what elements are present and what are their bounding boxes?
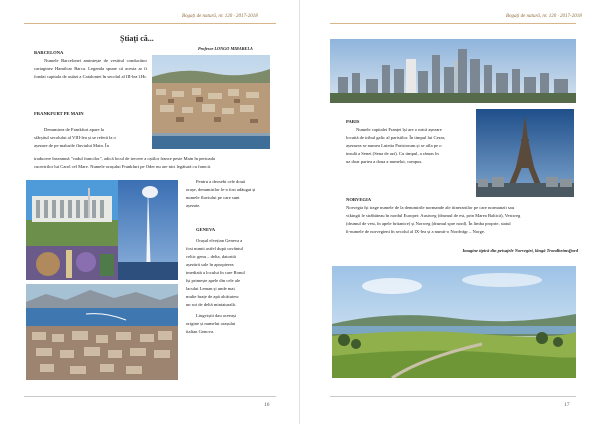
norvegia-heading: NORVEGIA [346, 197, 372, 202]
barcelona-photo [152, 55, 270, 149]
norvegia-line-3: (drumul de vest, în apele britanice) și Norweg (drumul spre nord). În limba proprie, statul [346, 221, 511, 227]
article-author: Profesor LONGO MIRABELA [198, 46, 253, 51]
frankfurt-line-6: Pentru a deosebi cele două [196, 179, 245, 184]
frankfurt-skyline-photo [330, 39, 576, 103]
paris-line-5: uz doar partea a doua a numelui, compus. [346, 159, 423, 165]
norvegia-line-2: vikingii le străbăteau în nordul Europei: Austweg (drumul de est, prin Marea Baltică), Vestweg [346, 213, 521, 219]
paris-section [346, 118, 468, 166]
norvegia-line-4: îi-numele de norvegieni în secolul al IX-lea și a numit-o Nordvăgr – Norge. [346, 229, 486, 235]
geneva-line-12: italian Genova. [186, 329, 215, 335]
paris-line-2: locuită de tribul galic al parisiilor. În timpul lui Cezar, [346, 135, 446, 141]
frankfurt-line-3: așezare de pe malurile fluviului Main. În [34, 143, 109, 148]
paris-heading: PARIS [346, 119, 360, 124]
geneva-line-4: așezării sale în apropierea [186, 262, 234, 268]
paris-line-1: Numele capitalei Franței își are o mică așezare [356, 127, 442, 133]
geneva-line-6: își primește apele din cele ale [186, 278, 241, 284]
geneva-line-10: Lingviștii dau aceeași [196, 313, 237, 319]
geneva-heading: GENEVA [196, 227, 216, 232]
norway-landscape-photo [332, 266, 576, 378]
norvegia-line-1: Norvegia își trage numele de la denumirile normande ale itinerariilor pe care normanzii sau [346, 205, 514, 211]
left-running-header: Bogați de natură, nr. 120 · 2017-2018 [182, 14, 258, 19]
frankfurt-section [34, 110, 270, 118]
norvegia-caption: Imagine tipică din peisajele Norvegiei, lângă Trondheimsfjord [462, 248, 578, 253]
geneva-line-7: lacului Leman și unde mai [186, 286, 235, 292]
frankfurt-line-7: orașe, denumirilor le-a fost adăugat și [186, 187, 256, 193]
frankfurt-line-8: numele fluviului pe care sunt [186, 195, 240, 201]
right-header-rule [330, 23, 576, 24]
frankfurt-line-5: cuceririlor lui Carol cel Mare. Numele orașului Frankfurt pe Oder nu are nici legătură cu francii. [34, 164, 212, 169]
frankfurt-line-2: sfârșitul secolului al VIII-lea și se referă la o [34, 135, 116, 140]
right-page-number: 17 [564, 402, 570, 408]
left-footer-rule [24, 396, 276, 397]
barcelona-section [34, 49, 147, 81]
building-interior-photo [26, 246, 118, 280]
geneva-line-9: un soi de deltă miniaturală. [186, 302, 236, 308]
norvegia-section [346, 196, 578, 236]
right-footer-rule [330, 396, 576, 397]
barcelona-heading: BARCELONA [34, 50, 64, 55]
geneva-line-8: multe brațe de apă alcătuiesc [186, 294, 240, 300]
frankfurt-continued [186, 178, 272, 210]
paris-line-3: așezarea se numea Lutetia Parisiorum și se afla pe o [346, 143, 442, 149]
jet-deau-fountain-photo [118, 180, 178, 280]
frankfurt-heading: FRANKFURT PE MAIN [34, 111, 84, 116]
geneva-line-2: fost numit astfel după cuvântul [186, 246, 243, 252]
right-running-header: Bogați de natură, nr. 120 · 2017-2018 [506, 14, 582, 19]
frankfurt-line-4: traducere înseamnă "vadul francilor", adică locul de trecere a oștilor france peste Main în perioada [34, 156, 215, 161]
right-page [300, 0, 600, 424]
paris-line-4: insulă a Senei (Sena de azi). Cu timpul, a rămas în [346, 151, 439, 157]
barcelona-body: Numele Barcelonei amintește de vestitul conducător cartaginez Hamilcar Barca. Legenda spune că acesta ar fi fondat capitala de astăzi a Cataloniei în secolul al III-lea î.Hr. [34, 58, 147, 80]
geneva-line-11: origine și numelui orașului [186, 321, 236, 327]
eiffel-tower-photo [476, 109, 574, 197]
geneva-building-photo [26, 180, 118, 246]
frankfurt-line-1: Denumirea de Frankfurt apare la [44, 127, 104, 132]
article-title: Știați că... [120, 34, 154, 43]
geneva-line-5: imediată a locului în care Ronul [186, 270, 245, 276]
geneva-line-3: celtic genu – delta, datorită [186, 254, 236, 260]
frankfurt-line-9: așezate. [186, 203, 201, 209]
geneva-line-1: Orașul elvețian Geneva a [196, 238, 243, 244]
geneva-aerial-photo [26, 284, 178, 380]
left-page-number: 16 [264, 402, 270, 408]
left-header-rule [24, 23, 276, 24]
geneva-section [186, 226, 272, 336]
